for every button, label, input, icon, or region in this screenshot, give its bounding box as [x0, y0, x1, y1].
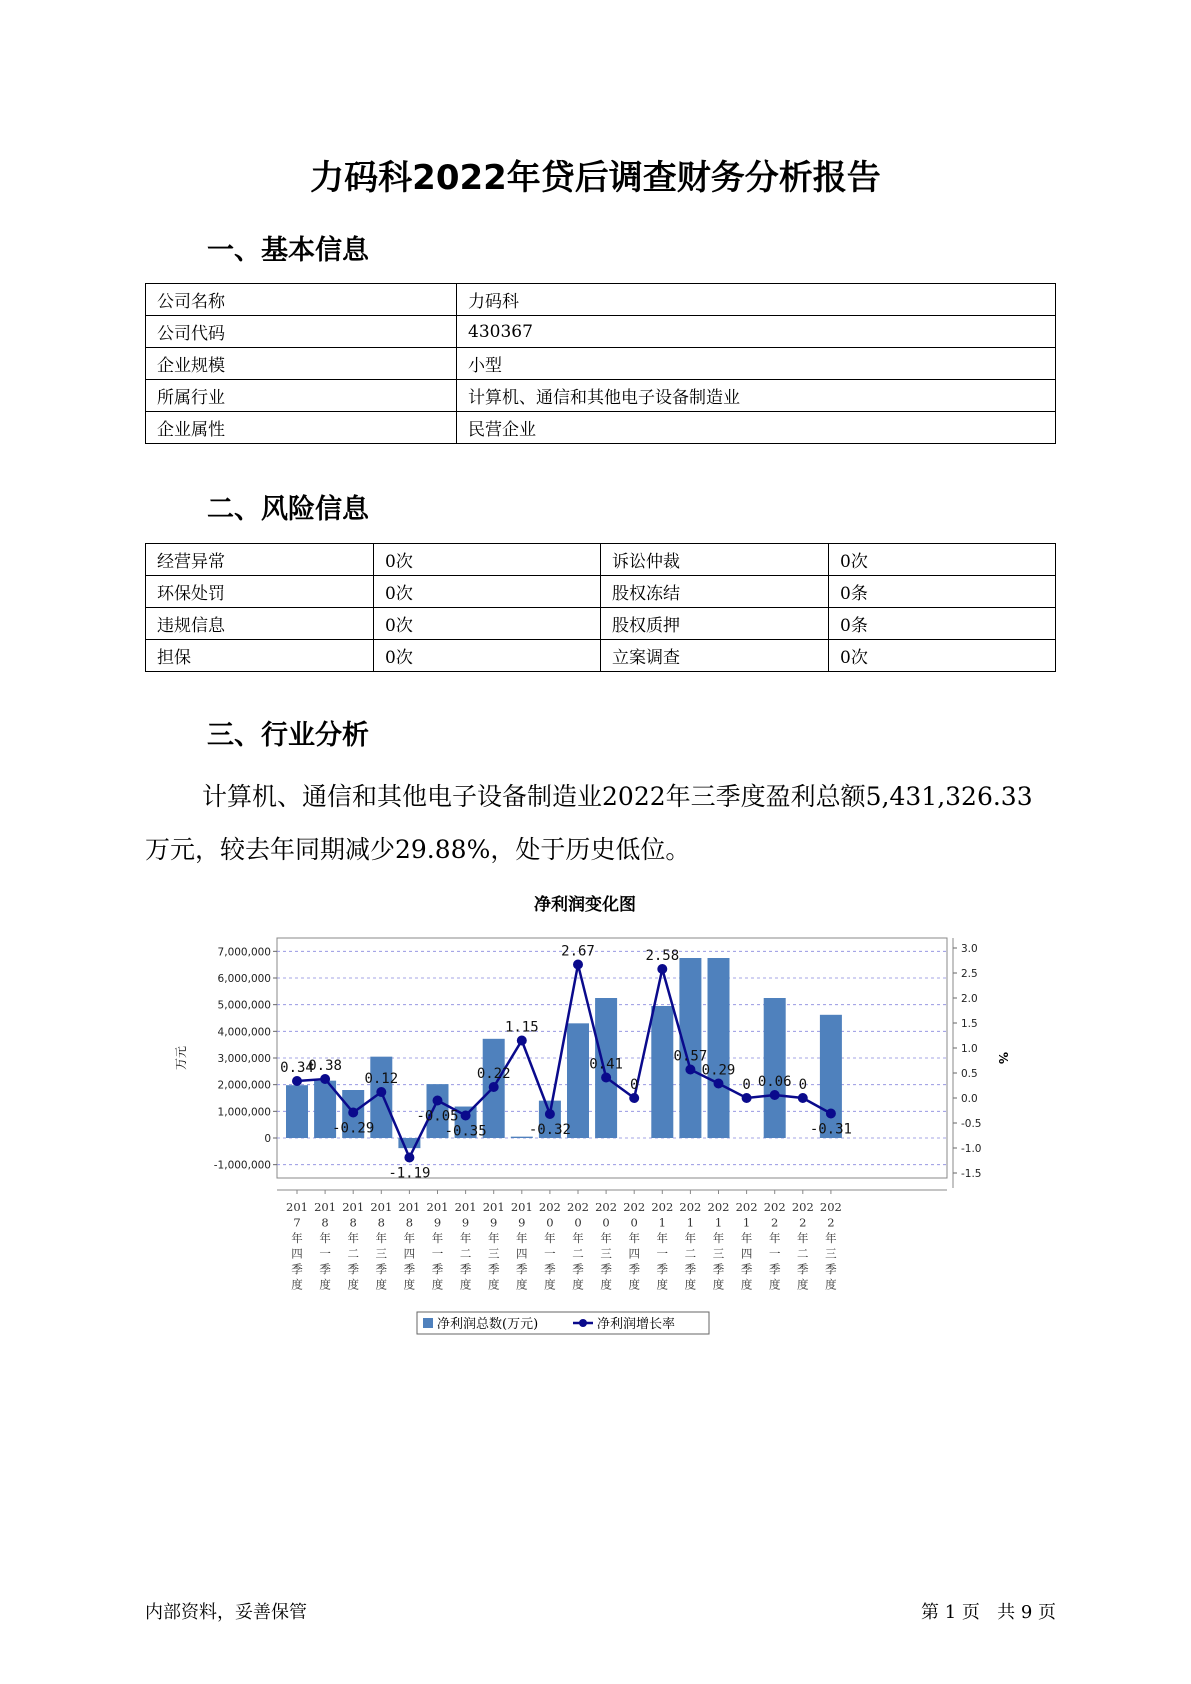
data-label: 0 — [629, 1077, 639, 1093]
legend-line-label: 净利润增长率 — [597, 1317, 676, 1332]
x-tick-label: 202 0 年四季度 — [623, 1200, 646, 1292]
y-tick-label: 5,000,000 — [217, 999, 271, 1012]
line-point — [320, 1074, 330, 1084]
risk-label: 担保 — [146, 640, 374, 672]
data-label: -0.29 — [332, 1120, 375, 1137]
data-label: 0.22 — [476, 1066, 511, 1082]
data-label: -1.19 — [388, 1165, 431, 1182]
y2-tick-label: 0.0 — [961, 1093, 978, 1105]
line-point — [376, 1087, 386, 1097]
risk-value: 0次 — [829, 544, 1056, 576]
line-point — [433, 1096, 443, 1106]
data-label: 2.67 — [561, 943, 595, 960]
page-number: 第 1 页 共 9 页 — [921, 1602, 1056, 1623]
x-tick-label: 201 9 年一季度 — [426, 1200, 449, 1292]
x-axis — [277, 1190, 947, 1292]
y-tick-label: 3,000,000 — [217, 1053, 271, 1065]
risk-value: 0条 — [829, 608, 1056, 640]
section-heading-industry: 三、行业分析 — [207, 720, 369, 751]
y2-axis-label: % — [996, 1051, 1010, 1065]
basic-label: 企业规模 — [146, 348, 457, 380]
data-label: 0 — [798, 1077, 808, 1093]
risk-label: 诉讼仲裁 — [601, 544, 829, 576]
x-tick-label: 202 0 年三季度 — [595, 1200, 618, 1292]
y2-tick-label: -1.5 — [961, 1168, 982, 1180]
data-label: -0.05 — [416, 1108, 459, 1125]
footer-note: 内部资料，妥善保管 — [145, 1602, 307, 1623]
line-point — [517, 1036, 527, 1046]
data-label: 0.06 — [757, 1074, 792, 1090]
bar — [820, 1015, 842, 1138]
x-tick-label: 202 1 年二季度 — [679, 1200, 702, 1292]
report-title: 力码科2022年贷后调查财务分析报告 — [310, 158, 881, 198]
data-label: 0.12 — [364, 1071, 399, 1087]
industry-text: 计算机、通信和其他电子设备制造业2022年三季度盈利总额5,431,326.33万元，较去年同期减少29.88%，处于历史低位。 — [145, 782, 1033, 864]
data-label: 1.15 — [504, 1019, 539, 1036]
table-row — [146, 284, 1056, 316]
data-label: 0.38 — [308, 1058, 342, 1074]
risk-label: 股权质押 — [601, 608, 829, 640]
section-heading-basic: 一、基本信息 — [207, 235, 369, 266]
table-row — [146, 412, 1056, 444]
y2-tick-label: 2.0 — [961, 993, 978, 1005]
basic-value: 力码科 — [457, 284, 1056, 316]
y2-tick-label: -1.0 — [961, 1143, 982, 1155]
basic-label: 公司名称 — [146, 284, 457, 316]
y-axis-right — [953, 938, 982, 1188]
basic-info-table — [145, 283, 1056, 444]
x-tick-label: 201 9 年三季度 — [482, 1200, 505, 1292]
risk-label: 违规信息 — [146, 608, 374, 640]
data-label: 0.57 — [673, 1048, 708, 1065]
bar — [708, 958, 730, 1138]
data-label: 2.58 — [645, 948, 680, 964]
x-tick-label: 201 8 年三季度 — [370, 1200, 393, 1292]
risk-label: 股权冻结 — [601, 576, 829, 608]
data-label: -0.32 — [528, 1122, 571, 1138]
x-tick-label: 201 9 年二季度 — [454, 1200, 477, 1292]
x-tick-label: 202 2 年三季度 — [819, 1200, 842, 1292]
line-point — [292, 1076, 302, 1086]
x-tick-label: 201 7 年四季度 — [286, 1200, 308, 1292]
risk-value: 0次 — [374, 544, 601, 576]
basic-value: 430367 — [457, 316, 1056, 348]
x-tick-label: 201 8 年二季度 — [342, 1200, 365, 1292]
line-point — [573, 960, 583, 970]
y-tick-label: 4,000,000 — [217, 1026, 271, 1039]
chart-legend — [417, 1312, 709, 1334]
risk-info-table — [145, 543, 1056, 672]
basic-label: 所属行业 — [146, 380, 457, 412]
legend-bar-label: 净利润总数(万元) — [437, 1317, 539, 1332]
table-row — [146, 576, 1056, 608]
y2-tick-label: -0.5 — [961, 1118, 982, 1130]
table-row — [146, 640, 1056, 672]
x-tick-label: 202 0 年二季度 — [567, 1200, 589, 1292]
y-tick-label: 6,000,000 — [217, 973, 271, 985]
y-tick-label: 1,000,000 — [217, 1106, 271, 1119]
bar — [567, 1023, 589, 1138]
x-tick-label: 202 2 年二季度 — [791, 1200, 814, 1292]
line-point — [657, 964, 667, 974]
y2-tick-label: 1.0 — [961, 1043, 978, 1055]
data-label: 0.34 — [280, 1060, 314, 1076]
bar — [651, 1006, 673, 1138]
risk-value: 0次 — [829, 640, 1056, 672]
line-point — [545, 1109, 555, 1119]
y-tick-label: 0 — [264, 1133, 271, 1145]
data-label: -0.31 — [809, 1121, 852, 1138]
table-row — [146, 316, 1056, 348]
bar — [286, 1085, 308, 1138]
risk-label: 立案调查 — [601, 640, 829, 672]
y-axis-left — [214, 946, 277, 1171]
table-row — [146, 608, 1056, 640]
risk-value: 0次 — [374, 608, 601, 640]
x-tick-label: 202 1 年三季度 — [707, 1200, 730, 1292]
bar — [764, 998, 786, 1138]
basic-value: 小型 — [457, 348, 1056, 380]
x-tick-label: 202 2 年一季度 — [763, 1200, 786, 1292]
line-point — [629, 1093, 639, 1103]
y2-tick-label: 1.5 — [961, 1018, 978, 1030]
line-point — [742, 1093, 752, 1103]
x-tick-label: 201 8 年一季度 — [314, 1200, 337, 1292]
industry-paragraph — [145, 770, 1056, 876]
risk-label: 环保处罚 — [146, 576, 374, 608]
y-tick-label: 2,000,000 — [217, 1079, 271, 1092]
basic-value: 民营企业 — [457, 412, 1056, 444]
y2-tick-label: 3.0 — [961, 943, 978, 955]
line-point — [826, 1109, 836, 1119]
risk-value: 0条 — [829, 576, 1056, 608]
table-row — [146, 544, 1056, 576]
line-point — [685, 1065, 695, 1075]
y-tick-label: 7,000,000 — [217, 946, 271, 959]
x-tick-label: 202 0 年一季度 — [538, 1200, 561, 1292]
net-profit-chart — [145, 880, 1045, 1340]
x-tick-label: 202 1 年四季度 — [735, 1200, 758, 1292]
x-tick-label: 201 8 年四季度 — [398, 1200, 421, 1292]
y2-tick-label: 2.5 — [961, 968, 978, 980]
line-point — [489, 1082, 499, 1092]
basic-label: 公司代码 — [146, 316, 457, 348]
data-label: 0.41 — [589, 1056, 623, 1073]
line-point — [601, 1073, 611, 1083]
risk-value: 0次 — [374, 576, 601, 608]
table-row — [146, 348, 1056, 380]
data-label: -0.35 — [444, 1123, 487, 1140]
line-point — [348, 1108, 358, 1118]
y-tick-label: -1,000,000 — [213, 1159, 271, 1172]
basic-label: 企业属性 — [146, 412, 457, 444]
risk-value: 0次 — [374, 640, 601, 672]
legend-bar-swatch — [423, 1318, 433, 1328]
section-heading-risk: 二、风险信息 — [207, 494, 369, 525]
legend-line-marker — [579, 1319, 587, 1327]
line-point — [461, 1111, 471, 1121]
y-axis-label: 万元 — [174, 1045, 188, 1071]
risk-label: 经营异常 — [146, 544, 374, 576]
y2-tick-label: 0.5 — [961, 1068, 978, 1080]
line-point — [714, 1079, 724, 1089]
data-label: 0 — [742, 1077, 751, 1093]
line-point — [770, 1090, 780, 1100]
x-tick-label: 202 1 年一季度 — [651, 1200, 674, 1292]
line-point — [404, 1153, 414, 1163]
table-row — [146, 380, 1056, 412]
x-tick-label: 201 9 年四季度 — [510, 1200, 533, 1292]
line-point — [798, 1093, 808, 1103]
chart-title: 净利润变化图 — [534, 895, 636, 915]
basic-value: 计算机、通信和其他电子设备制造业 — [457, 380, 1056, 412]
data-label: 0.29 — [701, 1062, 736, 1079]
